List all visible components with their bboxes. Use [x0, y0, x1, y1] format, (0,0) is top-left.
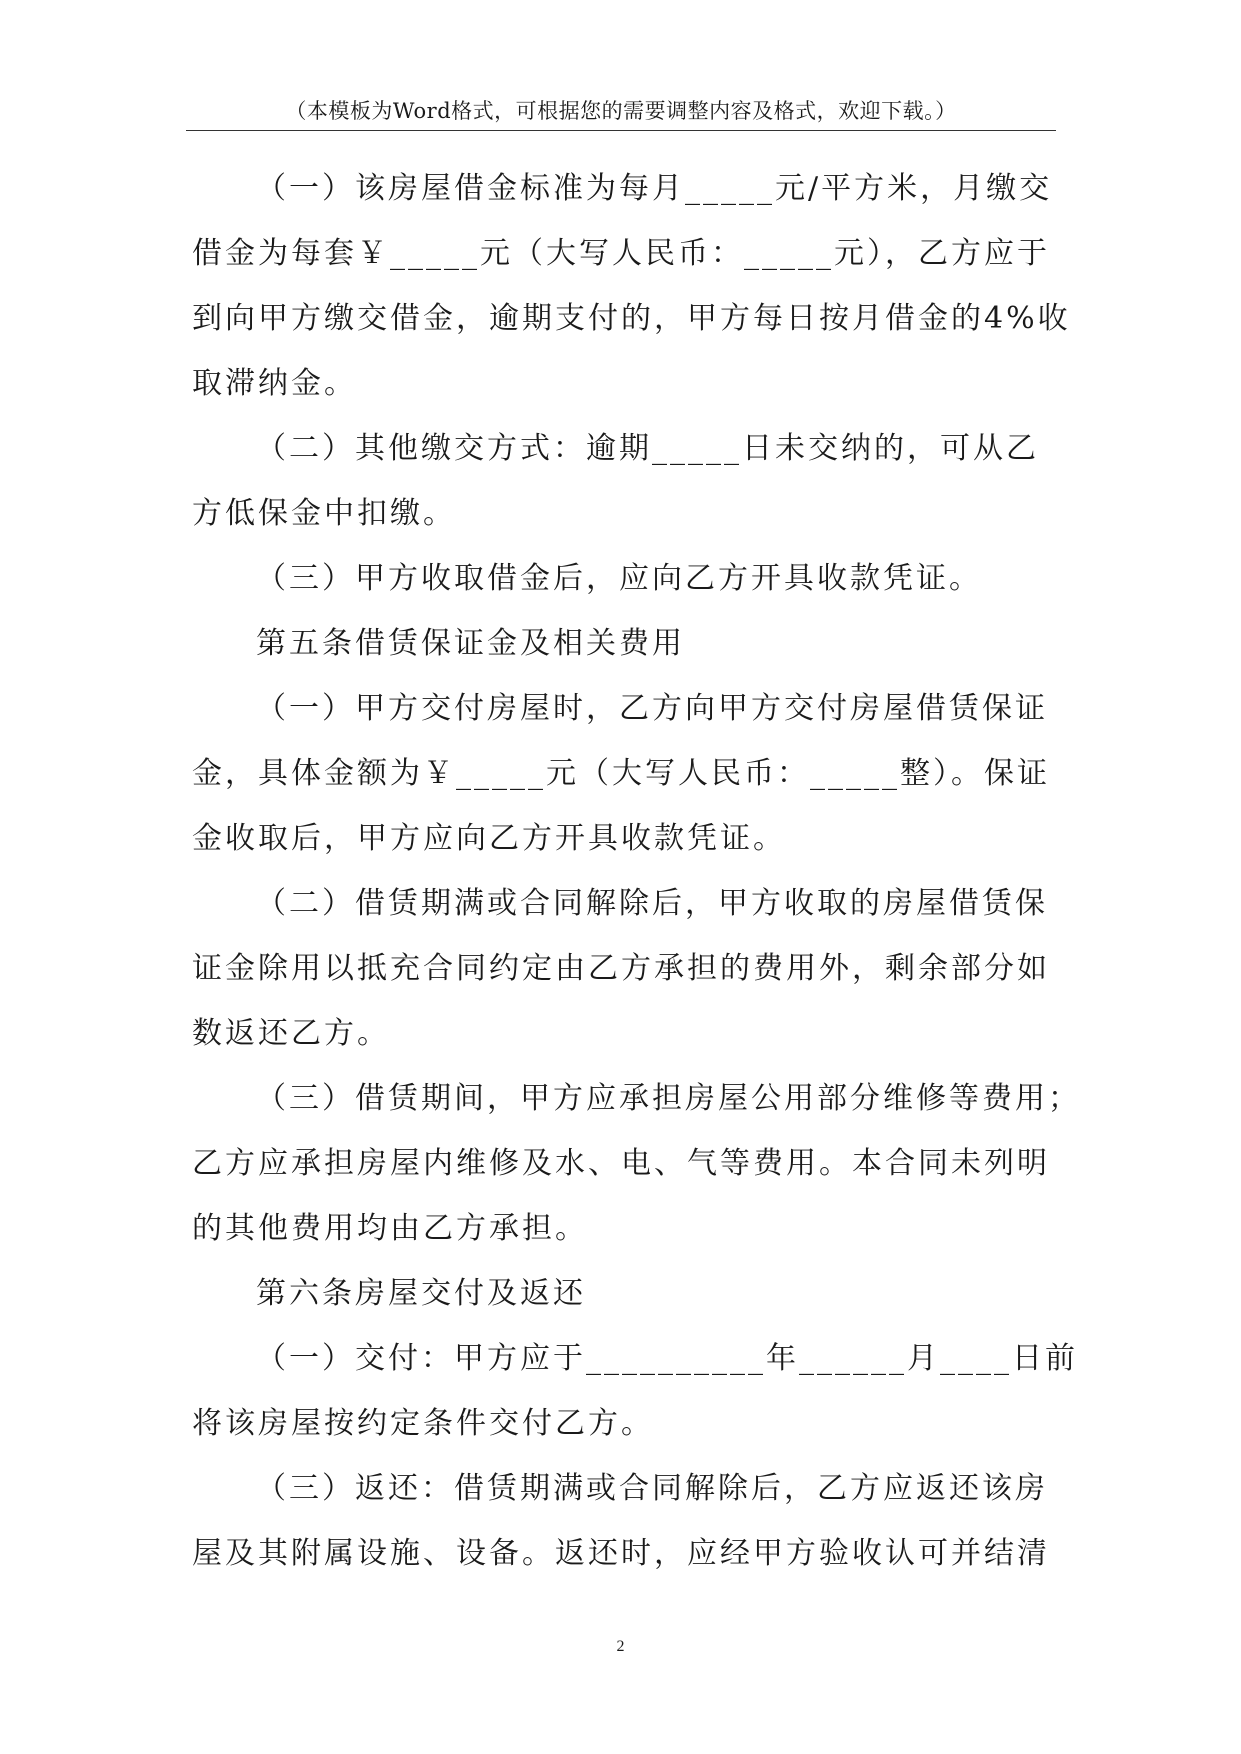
header-divider — [186, 130, 1056, 131]
clause-5-2-line-3: 数返还乙方。 — [192, 1016, 390, 1051]
template-note: （本模板为Word格式，可根据您的需要调整内容及格式，欢迎下载。） — [285, 99, 957, 123]
clause-4-1-line-3: 到向甲方缴交借金，逾期支付的，甲方每日按月借金的4%收 — [192, 301, 1071, 336]
clause-6-3-line-1: （三）返还：借赁期满或合同解除后，乙方应返还该房 — [256, 1471, 1048, 1506]
clause-5-2-line-1: （二）借赁期满或合同解除后，甲方收取的房屋借赁保 — [256, 886, 1048, 921]
clause-5-2-line-2: 证金除用以抵充合同约定由乙方承担的费用外，剩余部分如 — [192, 951, 1050, 986]
clause-6-3-line-2: 屋及其附属设施、设备。返还时，应经甲方验收认可并结清 — [192, 1536, 1050, 1571]
clause-5-1-line-3: 金收取后，甲方应向乙方开具收款凭证。 — [192, 821, 786, 856]
article-5-heading: 第五条借赁保证金及相关费用 — [256, 626, 685, 661]
clause-4-2-line-2: 方低保金中扣缴。 — [192, 496, 456, 531]
article-6-heading: 第六条房屋交付及返还 — [256, 1276, 586, 1311]
clause-5-3-line-3: 的其他费用均由乙方承担。 — [192, 1211, 588, 1246]
clause-4-3-line-1: （三）甲方收取借金后，应向乙方开具收款凭证。 — [256, 561, 982, 596]
clause-6-1-line-1: （一）交付：甲方应于__________年______月____日前 — [256, 1341, 1078, 1376]
clause-5-1-line-1: （一）甲方交付房屋时，乙方向甲方交付房屋借赁保证 — [256, 691, 1048, 726]
clause-4-1-line-1: （一）该房屋借金标准为每月_____元/平方米，月缴交 — [256, 171, 1053, 206]
clause-5-3-line-2: 乙方应承担房屋内维修及水、电、气等费用。本合同未列明 — [192, 1146, 1050, 1181]
page-number: 2 — [616, 1638, 625, 1655]
clause-4-2-line-1: （二）其他缴交方式：逾期_____日未交纳的，可从乙 — [256, 431, 1039, 466]
clause-4-1-line-2: 借金为每套￥_____元（大写人民币：_____元），乙方应于 — [192, 236, 1050, 271]
clause-6-1-line-2: 将该房屋按约定条件交付乙方。 — [192, 1406, 654, 1441]
document-body — [192, 156, 1081, 1586]
clause-4-1-line-4: 取滞纳金。 — [192, 366, 357, 401]
clause-5-1-line-2: 金，具体金额为￥_____元（大写人民币：_____整）。保证 — [192, 756, 1050, 791]
clause-5-3-line-1: （三）借赁期间，甲方应承担房屋公用部分维修等费用； — [256, 1081, 1081, 1116]
